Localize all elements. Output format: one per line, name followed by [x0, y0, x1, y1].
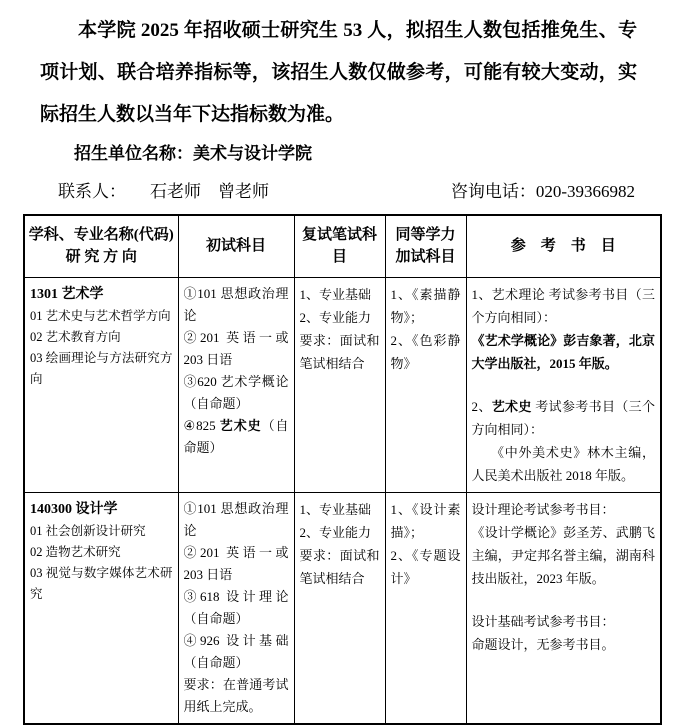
col-header-references: 参 考 书 目: [466, 215, 661, 277]
cell-initial-exam: [178, 277, 294, 492]
reference-line: 1、艺术理论 考试参考书目（三个方向相同）：: [471, 286, 655, 325]
reference-line: 设计理论考试参考书目：: [471, 501, 615, 517]
subject-line: ③620 艺术学概论（自命题）: [183, 373, 289, 411]
retest-line: 1、专业基础: [299, 501, 372, 517]
cell-references: [466, 492, 661, 724]
phone-label: 咨询电话：: [450, 182, 536, 201]
header-text: 加试科目: [395, 249, 456, 266]
direction-item: 02 艺术教育方向: [30, 329, 121, 344]
subject-text: ④825: [183, 417, 220, 433]
admissions-table: [23, 214, 662, 725]
col-header-initial-exam: 初试科目: [178, 215, 294, 277]
table-row-design: [24, 492, 661, 724]
col-header-equivalency: [385, 215, 466, 277]
reference-line-bold: 《艺术学概论》彭吉象著，北京大学出版社，2015 年版。: [471, 332, 655, 371]
unit-name-value: 美术与设计学院: [193, 144, 312, 163]
subject-line: ①101 思想政治理论: [183, 500, 289, 538]
retest-line: 2、专业能力: [299, 309, 372, 325]
reference-text-bold: 艺术史: [491, 398, 532, 414]
header-text: 研 究 方 向: [65, 249, 137, 266]
reference-line: 《中外美术史》林木主编，人民美术出版社 2018 年版。: [471, 444, 655, 483]
cell-references: [466, 277, 661, 492]
equivalency-line: 2、《专题设计》: [390, 547, 461, 586]
unit-name-label: 招生单位名称：: [74, 144, 193, 163]
cell-initial-exam: [178, 492, 294, 724]
subject-line: ②201 英语一或 203 日语: [183, 544, 289, 582]
subject-text-bold: 艺术史: [219, 417, 262, 433]
intro-paragraph: 本学院 2025 年招收硕士研究生 53 人，拟招生人数包括推免生、专项计划、联合培养指标等，该招生人数仅做参考，可能有较大变动，实际招生人数以当年下达指标数为准。: [40, 20, 637, 125]
major-code: 1301 艺术学: [30, 286, 104, 302]
phone-line: [451, 180, 635, 204]
paragraph-gap: [472, 375, 656, 395]
phone-number: 020-39366982: [535, 182, 635, 201]
cell-retest: [294, 277, 385, 492]
subject-line: [184, 415, 289, 459]
cell-major: [24, 277, 178, 492]
header-text: 学科、专业名称(代码): [28, 227, 174, 244]
retest-line: 要求：面试和笔试相结合: [299, 547, 380, 586]
subject-line: 要求：在普通考试用纸上完成。: [183, 676, 289, 714]
subject-line: ④926 设计基础（自命题）: [183, 632, 289, 670]
reference-text: 考试参考书目（三个方向相同）：: [471, 398, 655, 437]
table-row-art: [24, 277, 661, 492]
unit-name-line: [40, 142, 637, 166]
equivalency-line: 2、《色彩静物》: [390, 332, 461, 371]
header-text: 同等学力: [395, 227, 456, 244]
cell-major: [24, 492, 178, 724]
col-header-major: [24, 215, 178, 277]
contact-label: 联系人：: [58, 182, 126, 201]
reference-line: 命题设计，无参考书目。: [471, 636, 615, 652]
equivalency-line: 1、《设计素描》；: [390, 501, 461, 540]
subject-line: ①101 思想政治理论: [183, 285, 289, 323]
cell-equivalency: [385, 492, 466, 724]
equivalency-line: 1、《素描静物》；: [390, 286, 461, 325]
paragraph-gap: [472, 590, 656, 610]
direction-item: 03 视觉与数字媒体艺术研究: [30, 565, 173, 601]
cell-equivalency: [385, 277, 466, 492]
contact-names: 石老师 曾老师: [150, 182, 269, 201]
reference-line: 《设计学概论》彭圣芳、武鹏飞主编，尹定邦名誉主编，湖南科技出版社，2023 年版。: [471, 524, 655, 586]
subject-line: ③618 设计理论（自命题）: [183, 588, 289, 626]
reference-line: [472, 395, 656, 441]
direction-item: 02 造物艺术研究: [30, 544, 121, 559]
table-header-row: [24, 215, 661, 277]
cell-retest: [294, 492, 385, 724]
direction-item: 01 社会创新设计研究: [30, 523, 146, 538]
retest-line: 1、专业基础: [299, 286, 372, 302]
retest-line: 要求：面试和笔试相结合: [299, 332, 380, 371]
major-code: 140300 设计学: [30, 501, 118, 517]
direction-item: 01 艺术史与艺术哲学方向: [30, 308, 171, 323]
reference-line: 设计基础考试参考书目：: [471, 613, 615, 629]
subject-text: （自命题）: [183, 417, 289, 455]
direction-item: 03 绘画理论与方法研究方向: [30, 350, 173, 386]
retest-line: 2、专业能力: [299, 524, 372, 540]
subject-line: ②201 英语一或 203 日语: [183, 329, 289, 367]
reference-text: 2、: [471, 398, 492, 414]
contact-line: [58, 180, 635, 204]
col-header-retest: 复试笔试科目: [294, 215, 385, 277]
